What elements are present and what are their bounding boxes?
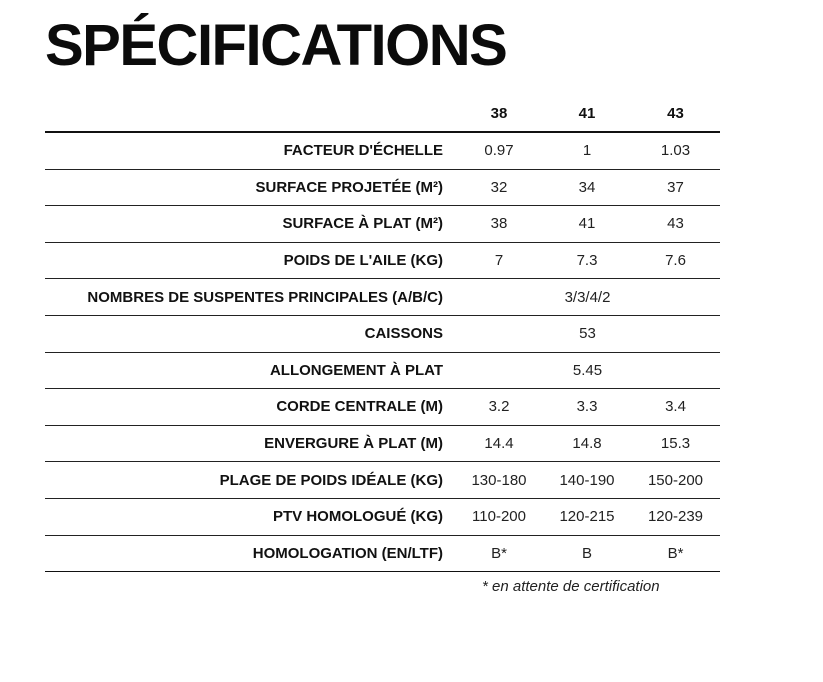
cell-value: B* — [631, 535, 720, 572]
cell-value: 43 — [631, 206, 720, 243]
row-label: HOMOLOGATION (EN/LTF) — [45, 535, 455, 572]
size-header: 43 — [631, 95, 720, 132]
size-header: 41 — [543, 95, 631, 132]
cell-value: 130-180 — [455, 462, 543, 499]
table-row — [45, 132, 720, 169]
size-header: 38 — [455, 95, 543, 132]
table-body — [45, 132, 720, 572]
cell-value: 32 — [455, 169, 543, 206]
row-label: PLAGE DE POIDS IDÉALE (KG) — [45, 462, 455, 499]
cell-value: 38 — [455, 206, 543, 243]
row-label: ALLONGEMENT À PLAT — [45, 352, 455, 389]
cell-value: 34 — [543, 169, 631, 206]
cell-value: 1 — [543, 132, 631, 169]
table-row — [45, 206, 720, 243]
table-row — [45, 389, 720, 426]
cell-value: 37 — [631, 169, 720, 206]
row-label: ENVERGURE À PLAT (M) — [45, 425, 455, 462]
table-row — [45, 535, 720, 572]
cell-value: 140-190 — [543, 462, 631, 499]
cell-value: 7 — [455, 242, 543, 279]
cell-value: 3.3 — [543, 389, 631, 426]
row-label: FACTEUR D'ÉCHELLE — [45, 132, 455, 169]
cell-value: 0.97 — [455, 132, 543, 169]
cell-value: 15.3 — [631, 425, 720, 462]
cell-value: 150-200 — [631, 462, 720, 499]
cell-value: 7.6 — [631, 242, 720, 279]
cell-value: B — [543, 535, 631, 572]
table-row — [45, 462, 720, 499]
cell-value: 3.2 — [455, 389, 543, 426]
page-title: SPÉCIFICATIONS — [45, 13, 507, 78]
cell-value: 110-200 — [455, 498, 543, 535]
table-row — [45, 279, 720, 316]
cell-value: B* — [455, 535, 543, 572]
table-row — [45, 315, 720, 352]
cell-value-shared: 5.45 — [455, 352, 720, 389]
cell-value-shared: 53 — [455, 315, 720, 352]
footnote: * en attente de certification — [482, 578, 660, 595]
cell-value: 120-239 — [631, 498, 720, 535]
row-label: CORDE CENTRALE (M) — [45, 389, 455, 426]
cell-value: 3.4 — [631, 389, 720, 426]
row-label: SURFACE À PLAT (M²) — [45, 206, 455, 243]
row-label: CAISSONS — [45, 315, 455, 352]
row-label: SURFACE PROJETÉE (M²) — [45, 169, 455, 206]
table-row — [45, 242, 720, 279]
cell-value: 7.3 — [543, 242, 631, 279]
row-label: POIDS DE L'AILE (KG) — [45, 242, 455, 279]
cell-value: 41 — [543, 206, 631, 243]
header-spacer — [45, 95, 455, 132]
specifications-table — [45, 95, 720, 572]
table-row — [45, 169, 720, 206]
cell-value: 14.8 — [543, 425, 631, 462]
cell-value: 120-215 — [543, 498, 631, 535]
cell-value: 1.03 — [631, 132, 720, 169]
row-label: NOMBRES DE SUSPENTES PRINCIPALES (A/B/C) — [45, 279, 455, 316]
table-header-row — [45, 95, 720, 132]
table-row — [45, 498, 720, 535]
table-row — [45, 425, 720, 462]
cell-value-shared: 3/3/4/2 — [455, 279, 720, 316]
cell-value: 14.4 — [455, 425, 543, 462]
row-label: PTV HOMOLOGUÉ (KG) — [45, 498, 455, 535]
table-row — [45, 352, 720, 389]
